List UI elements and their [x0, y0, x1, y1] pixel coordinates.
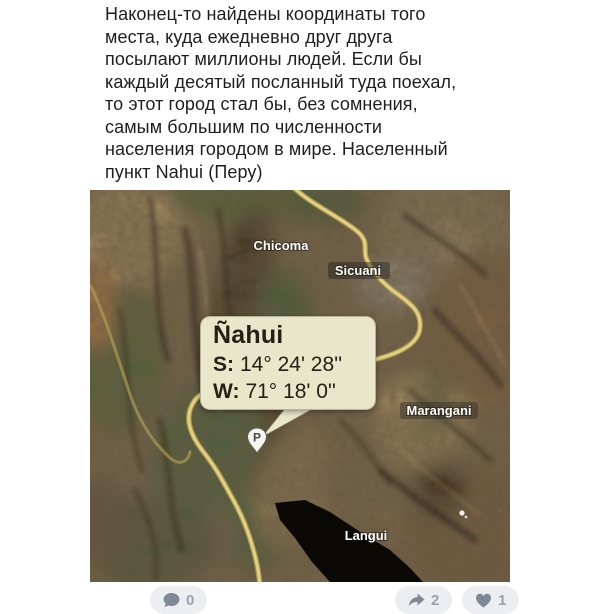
comments-button[interactable]	[150, 586, 207, 614]
comments-count: 0	[186, 591, 195, 609]
map-label-marangani: Marangani	[406, 403, 472, 418]
map-label-chicoma: Chicoma	[253, 238, 309, 253]
share-arrow-icon	[408, 593, 425, 608]
share-button[interactable]	[395, 586, 452, 614]
coordinate-value: 71° 18' 0''	[245, 380, 336, 403]
shares-count: 2	[431, 591, 440, 609]
bubble-coordinate-w	[213, 378, 363, 405]
bubble-title: Ñahui	[213, 321, 284, 349]
post-text-line: то этот город стал бы, без сомнения,	[105, 94, 418, 114]
post-text-line: места, куда ежедневно друг друга	[105, 26, 393, 47]
coordinate-label: W:	[213, 380, 240, 403]
pin-letter: P	[252, 430, 262, 445]
post-text-line: пункт Nahui (Перу)	[105, 161, 263, 182]
post-text	[105, 3, 525, 183]
map-image[interactable]	[90, 190, 510, 582]
bubble-coordinate-s	[213, 351, 363, 378]
map-label-langui: Langui	[344, 528, 388, 543]
post-text-line: самым большим по численности	[105, 116, 383, 137]
map-label-sicuani: Sicuani	[334, 263, 382, 278]
post-text-line: Наконец-то найдены координаты того	[105, 4, 426, 24]
like-button[interactable]	[462, 586, 519, 614]
heart-icon	[475, 593, 492, 608]
small-map-marker	[459, 510, 464, 515]
coordinate-label: S:	[213, 353, 234, 376]
map-info-bubble	[200, 316, 376, 410]
post-text-line: населения городом в мире. Населенный	[105, 139, 448, 159]
likes-count: 1	[498, 591, 507, 609]
post-text-line: посылают миллионы людей. Если бы	[105, 49, 422, 69]
comment-icon	[163, 592, 180, 608]
coordinate-value: 14° 24' 28''	[240, 353, 343, 376]
post-text-line: каждый десятый посланный туда поехал,	[105, 71, 457, 92]
small-map-marker-dot	[465, 516, 468, 519]
